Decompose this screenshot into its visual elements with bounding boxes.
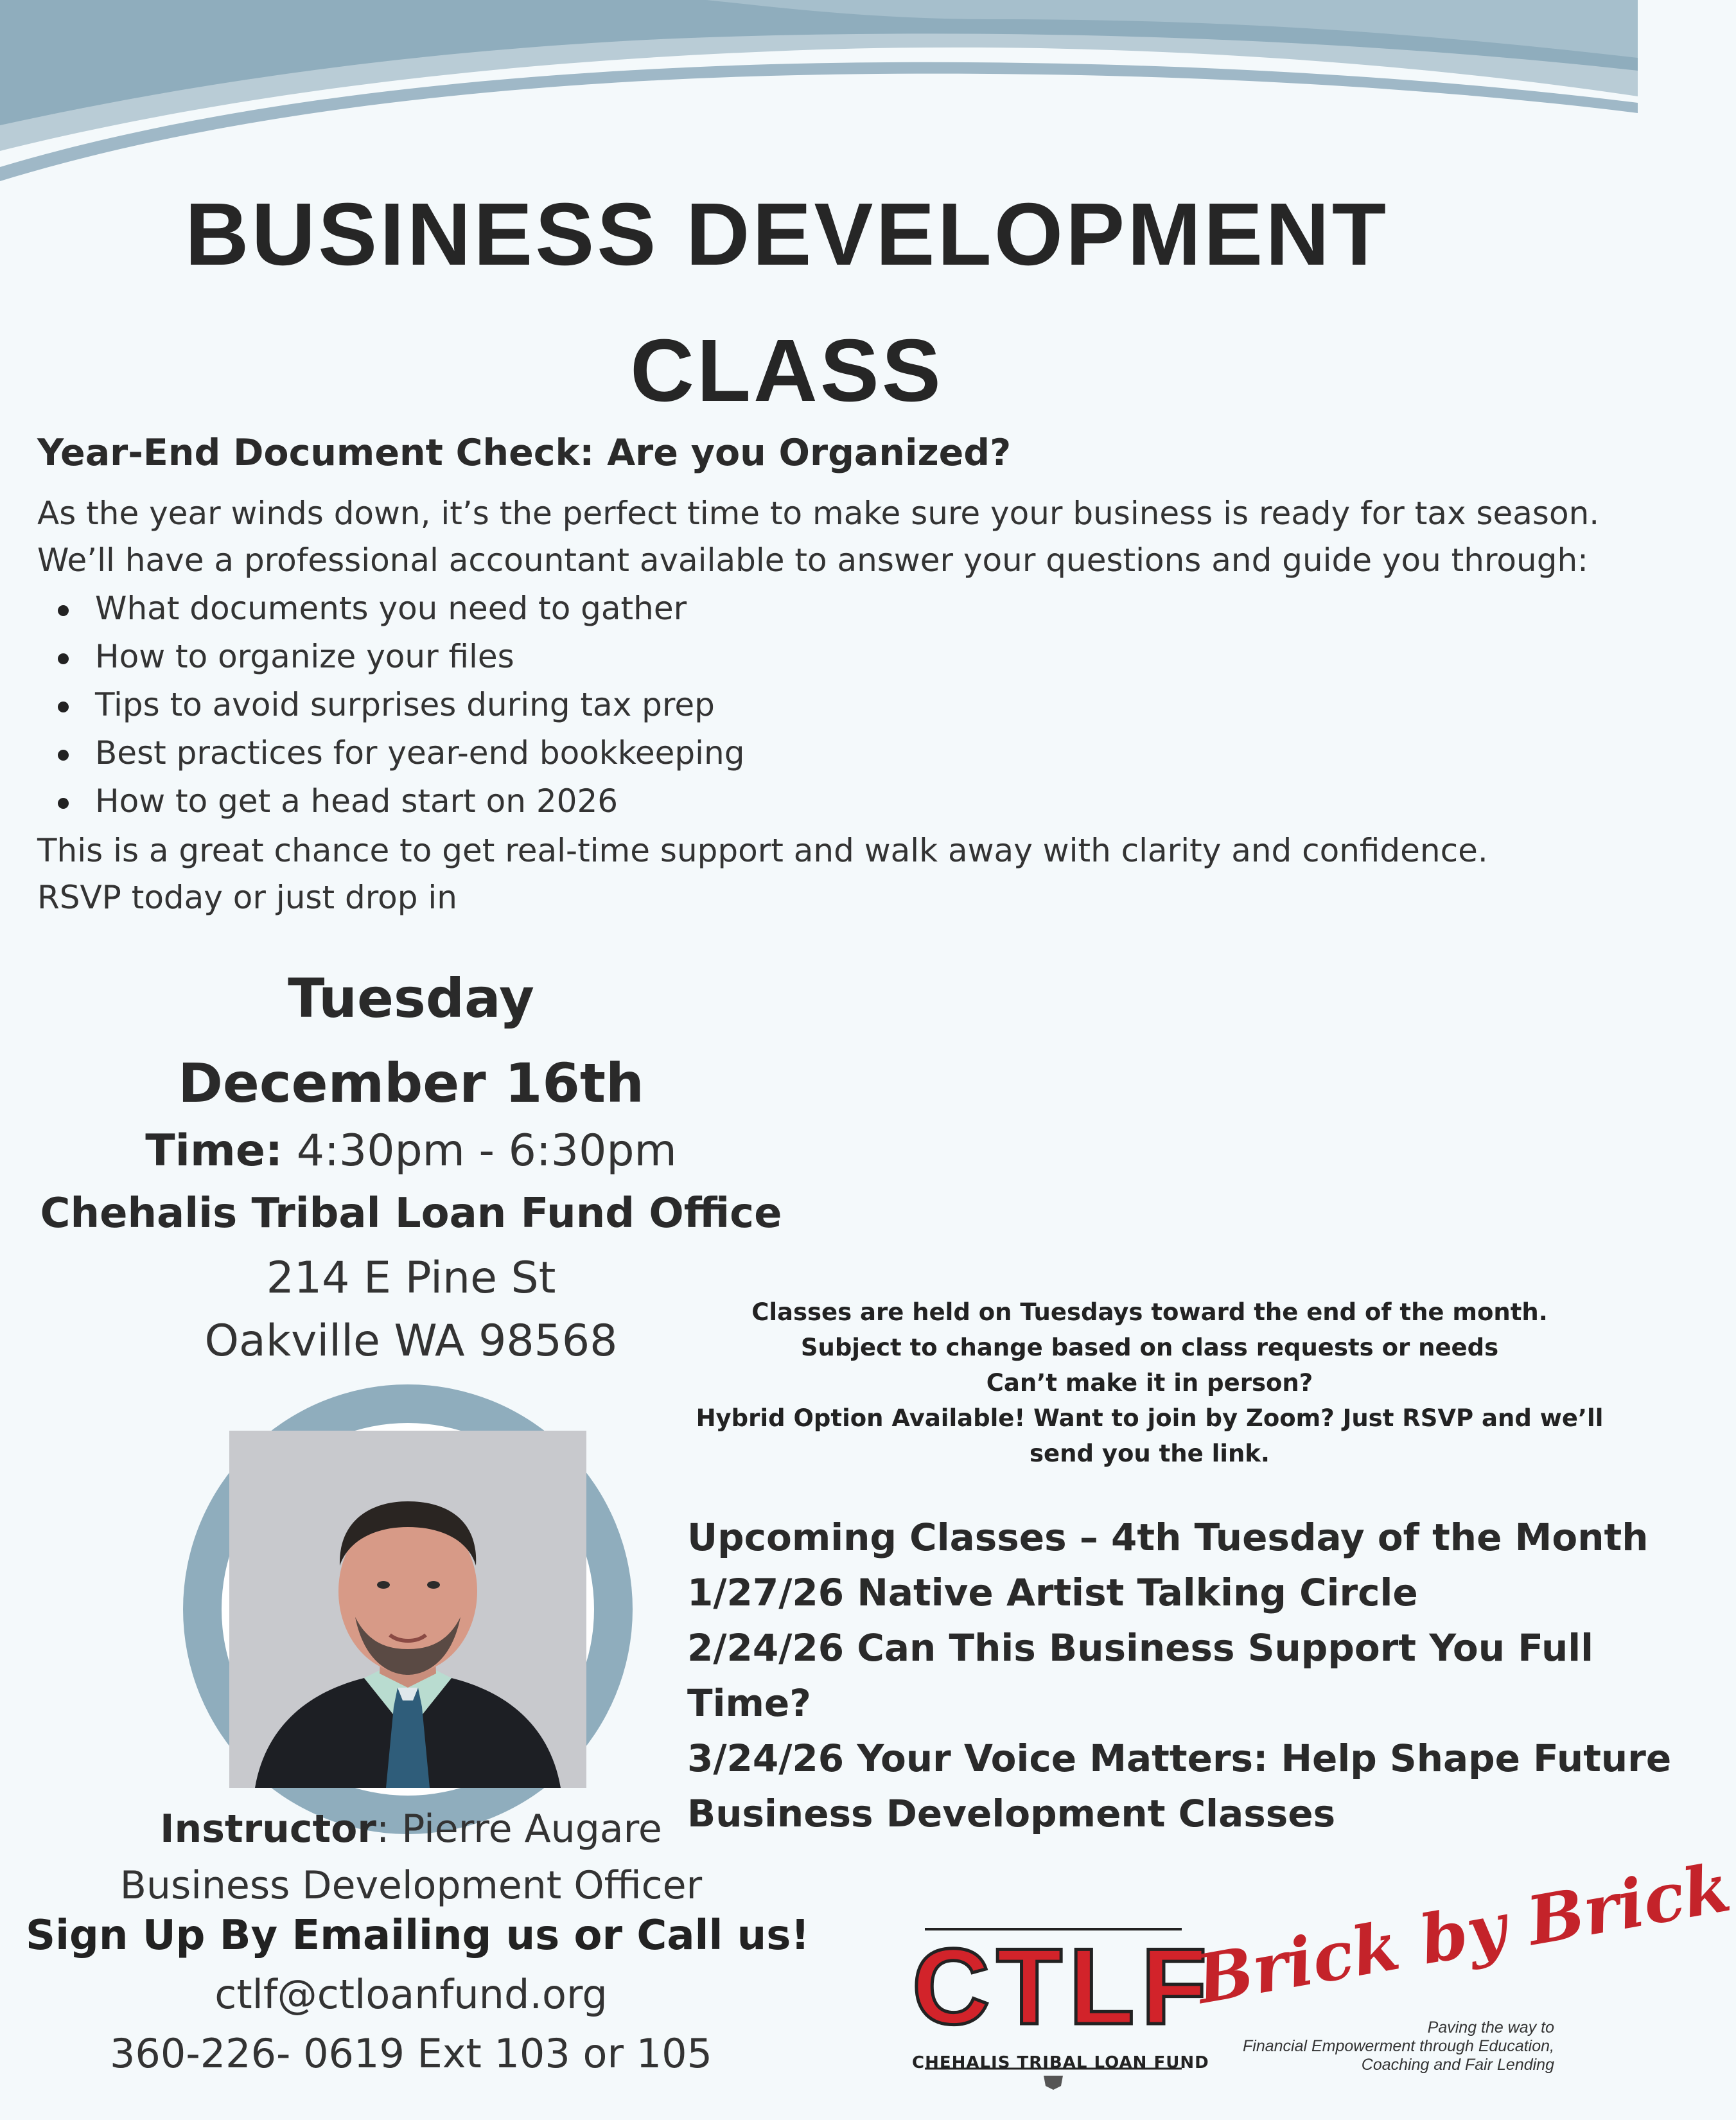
list-item: How to organize your files <box>58 633 744 681</box>
section-subheading: Year-End Document Check: Are you Organized? <box>37 432 1012 474</box>
closing-line-2: RSVP today or just drop in <box>37 879 457 916</box>
tagline-line: Financial Empowerment through Education, <box>1243 2037 1554 2055</box>
upcoming-line: 3/24/26 Your Voice Matters: Help Shape Future <box>687 1736 1672 1780</box>
tagline-line: Coaching and Fair Lending <box>1361 2056 1554 2074</box>
note-line: Subject to change based on class requests or needs <box>800 1334 1499 1361</box>
note-line: Classes are held on Tuesdays toward the end of the month. <box>751 1298 1548 1326</box>
note-line: Can’t make it in person? <box>986 1369 1313 1397</box>
brick-by-brick-logo: Brick by Brick <box>1190 1847 1736 2019</box>
page-title-line-1: BUSINESS DEVELOPMENT <box>184 185 1389 284</box>
event-time <box>26 1126 796 1176</box>
contact-email-link[interactable]: ctlf@ctloanfund.org <box>215 1971 608 2018</box>
event-city: Oakville WA 98568 <box>204 1316 618 1366</box>
header-wave-decoration <box>0 0 1638 193</box>
upcoming-line: Time? <box>687 1681 811 1725</box>
upcoming-line: Business Development Classes <box>687 1792 1336 1835</box>
upcoming-line: 2/24/26 Can This Business Support You Full <box>687 1626 1594 1670</box>
class-notes <box>687 1294 1612 1471</box>
instructor-label: Instructor <box>160 1806 376 1851</box>
tagline-line: Paving the way to <box>1427 2018 1554 2036</box>
upcoming-classes <box>687 1510 1672 1841</box>
list-item: What documents you need to gather <box>58 585 744 633</box>
brick-tagline <box>1220 2018 1554 2074</box>
contact-phone-link[interactable]: 360-226- 0619 Ext 103 or 105 <box>109 2030 713 2077</box>
ctlf-logo-letters: CTLF <box>912 1926 1214 2047</box>
time-label: Time: <box>145 1126 283 1176</box>
page-title-line-2: CLASS <box>630 321 943 420</box>
event-venue: Chehalis Tribal Loan Fund Office <box>40 1190 782 1237</box>
list-item: Tips to avoid surprises during tax prep <box>58 681 744 729</box>
closing-line-1: This is a great chance to get real-time support and walk away with clarity and confidence. <box>37 832 1488 869</box>
event-street: 214 E Pine St <box>266 1253 556 1303</box>
person-portrait-icon <box>229 1431 586 1788</box>
instructor-role: Business Development Officer <box>119 1863 703 1908</box>
upcoming-line: 1/27/26 Native Artist Talking Circle <box>687 1571 1418 1614</box>
intro-paragraph-2: We’ll have a professional accountant available to answer your questions and guide you through: <box>37 542 1588 579</box>
instructor-line <box>26 1806 796 1851</box>
instructor-name: : Pierre Augare <box>376 1806 662 1851</box>
topic-list <box>58 585 744 826</box>
list-item: How to get a head start on 2026 <box>58 777 744 826</box>
list-item: Best practices for year-end bookkeeping <box>58 729 744 777</box>
note-line: Hybrid Option Available! Want to join by Zoom? Just RSVP and we’ll <box>696 1404 1604 1432</box>
signup-heading: Sign Up By Emailing us or Call us! <box>26 1912 810 1959</box>
intro-paragraph-1: As the year winds down, it’s the perfect time to make sure your business is ready for tax season. <box>37 495 1600 532</box>
note-line: send you the link. <box>1030 1440 1270 1467</box>
time-value: 4:30pm - 6:30pm <box>283 1126 677 1176</box>
instructor-photo <box>229 1431 586 1788</box>
upcoming-heading: Upcoming Classes – 4th Tuesday of the Month <box>687 1515 1649 1559</box>
event-day: Tuesday <box>288 967 534 1030</box>
event-date: December 16th <box>178 1052 644 1115</box>
ctlf-logo-name: CHEHALIS TRIBAL LOAN FUND <box>912 2053 1209 2072</box>
